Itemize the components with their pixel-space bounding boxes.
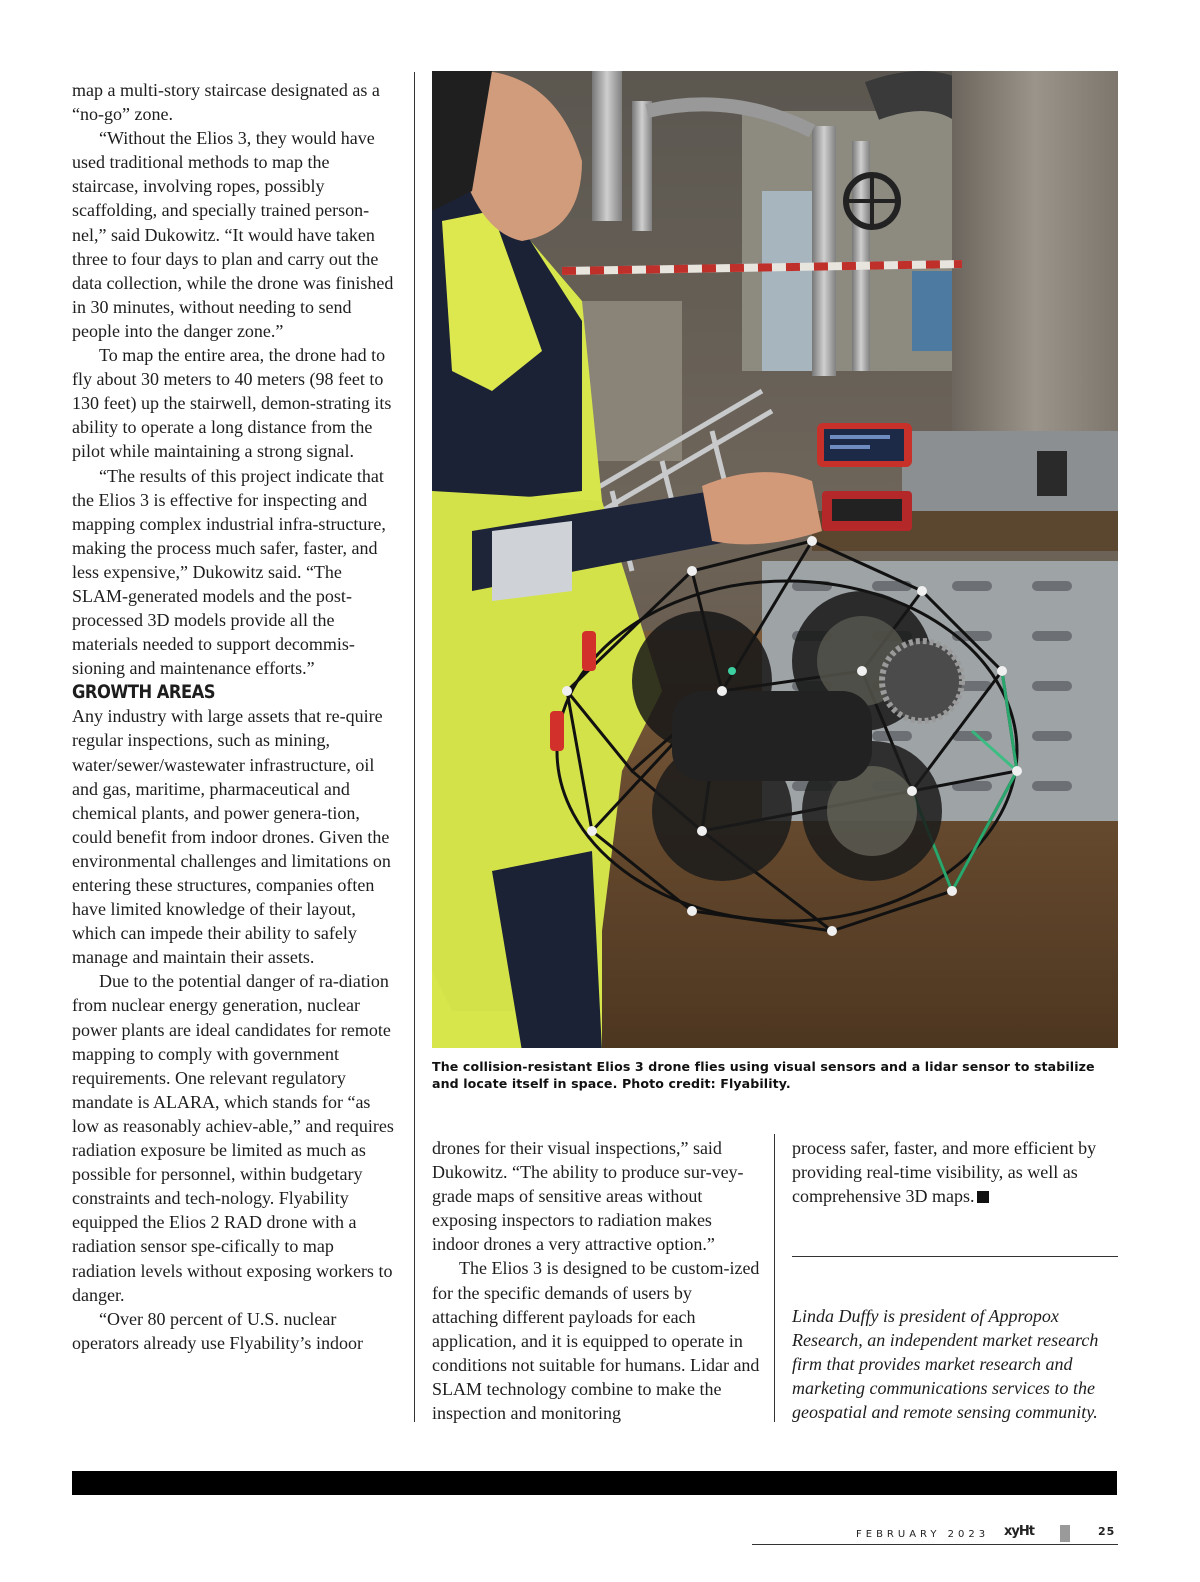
page-number: 25	[1098, 1525, 1116, 1538]
paragraph: process safer, faster, and more efficient by providing real-time visibility, as well as comprehensive 3D maps.	[792, 1138, 1097, 1207]
paragraph: “Without the Elios 3, they would have used traditional methods to map the staircase, involving ropes, possibly scaffolding, and specially trained person-nel,” said Dukowitz. “It would have taken three to four days to plan and carry out the data collection, while the drone was finished in 30 minutes, without needing to send people into the danger zone.”	[72, 128, 394, 341]
column-divider	[414, 72, 415, 1422]
author-bio-divider	[792, 1256, 1118, 1257]
article-photo	[432, 71, 1118, 1048]
issue-date: FEBRUARY 2023	[856, 1529, 990, 1540]
paragraph: “Over 80 percent of U.S. nuclear operators already use Flyability’s indoor	[72, 1308, 363, 1353]
magazine-logo: xyHt	[1004, 1524, 1034, 1539]
page-footer	[752, 1524, 1118, 1545]
column-divider	[774, 1134, 775, 1422]
paragraph: Due to the potential danger of ra-diation from nuclear energy generation, nuclear power plants are ideal candidates for remote mapping to comply with government requirements. One relevant regulatory mandate is ALARA, which stands for “as low as reasonably achiev-able,” and requires radiation exposure be limited as much as possible for personnel, within budgetary constraints and tech-nology. Flyability equipped the Elios 2 RAD drone with a radiation sensor spe-cifically to map radiation levels without exposing workers to danger.	[72, 971, 394, 1305]
paragraph: “The results of this project indicate that the Elios 3 is effective for inspecting and mapping complex industrial infra-structure, making the process much safer, faster, and less expensive,” Dukowitz said. “The SLAM-generated models and the post-processed 3D models provide all the materials needed to support decommis-sioning and maintenance efforts.”	[72, 465, 386, 679]
paragraph: Any industry with large assets that re-quire regular inspections, such as mining, water/sewer/wastewater infrastructure, oil and gas, maritime, pharmaceutical and chemical plants, and power genera-tion, could benefit from indoor drones. Given the environmental challenges and limitations on entering these structures, companies often have limited knowledge of their layout, which can impede their ability to safely manage and maintain their assets.	[72, 706, 391, 968]
photo-caption: The collision-resistant Elios 3 drone flies using visual sensors and a lidar sensor to stabilize and locate itself in space. Photo credit: Flyability.	[432, 1059, 1095, 1091]
paragraph: To map the entire area, the drone had to fly about 30 meters to 40 meters (98 feet to 130 feet) up the stairwell, demon-strating its ability to operate a long distance from the pilot while maintaining a strong signal.	[72, 345, 392, 462]
end-of-article-mark-icon	[977, 1191, 989, 1203]
footer-square-icon	[1060, 1525, 1070, 1542]
paragraph: The Elios 3 is designed to be custom-ized for the specific demands of users by attaching different payloads for each application, and it is equipped to operate in conditions not suitable for humans. Lidar and SLAM technology combine to make the inspection and monitoring	[432, 1258, 760, 1424]
paragraph: map a multi-story staircase designated as a “no-go” zone.	[72, 80, 380, 125]
footer-bar	[72, 1471, 1117, 1495]
author-bio: Linda Duffy is president of Appropox Research, an independent market research firm that provides market research and marketing communications services to the geospatial and remote sensing community.	[792, 1306, 1099, 1423]
article-column-right	[792, 1136, 1118, 1208]
paragraph: drones for their visual inspections,” said Dukowitz. “The ability to produce sur-vey-grade maps of sensitive areas without exposing inspectors to radiation makes indoor drones a very attractive option.”	[432, 1138, 744, 1255]
section-heading: GROWTH AREAS	[72, 681, 216, 704]
article-column-left	[72, 78, 400, 1355]
article-column-middle	[432, 1136, 762, 1425]
paragraph-end	[792, 1136, 1118, 1208]
